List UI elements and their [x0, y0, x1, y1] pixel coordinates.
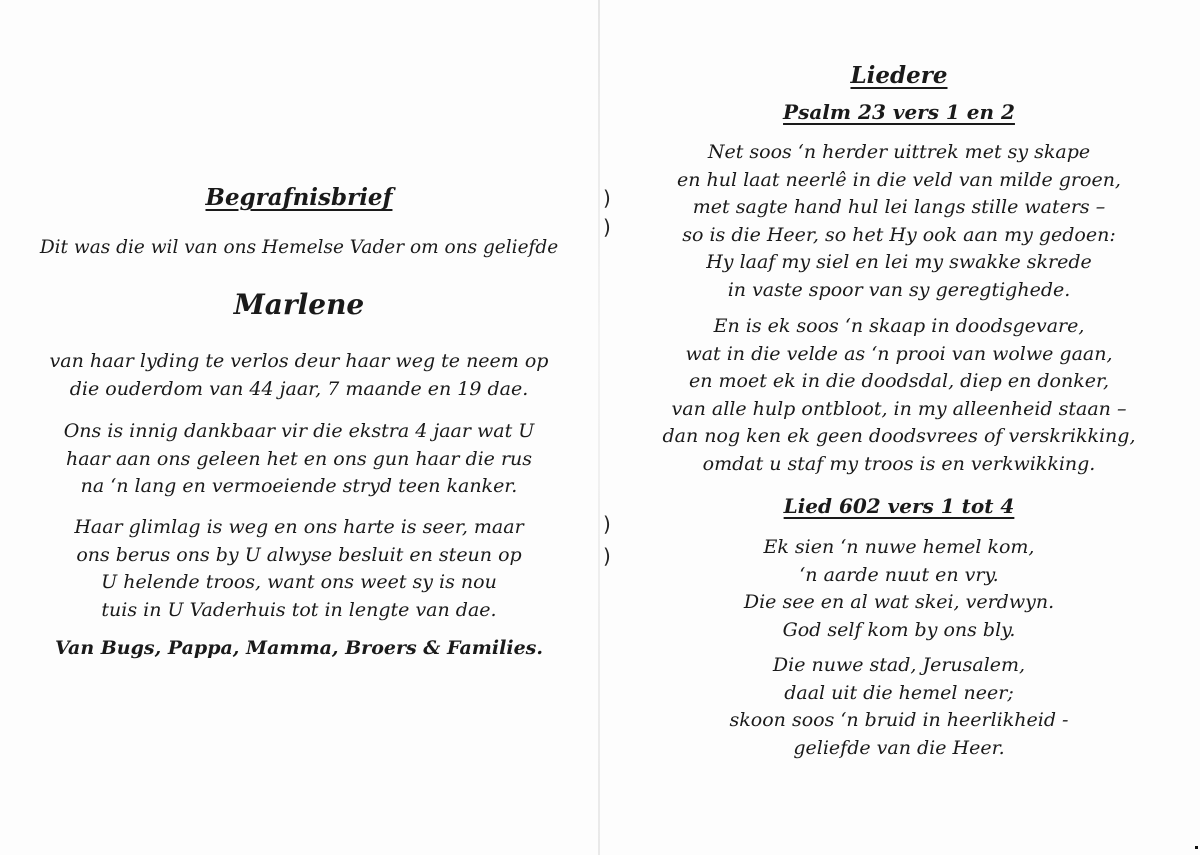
psalm-heading: Psalm 23 vers 1 en 2	[783, 100, 1015, 124]
paragraph	[0, 418, 598, 501]
left-page	[0, 0, 598, 855]
text-line: van haar lyding te verlos deur haar weg te neem op	[49, 350, 549, 372]
verse-line: Hy laaf my siel en lei my swakke skrede	[706, 251, 1092, 273]
verse-line: Die nuwe stad, Jerusalem,	[772, 654, 1026, 676]
hymn-verse	[600, 652, 1198, 762]
paragraph	[0, 514, 598, 624]
verse-line: in vaste spoor van sy geregtighede.	[727, 278, 1071, 301]
right-page	[600, 0, 1198, 855]
binding-mark: )	[603, 215, 611, 239]
psalm-verse	[600, 313, 1198, 478]
binding-mark: )	[603, 512, 611, 536]
text-line: Ons is innig dankbaar vir die ekstra 4 jaar wat U	[63, 420, 535, 442]
verse-line: en moet ek in die doodsdal, diep en donker,	[688, 370, 1109, 392]
deceased-name: Marlene	[233, 288, 365, 321]
text-line: Haar glimlag is weg en ons harte is seer, maar	[74, 516, 524, 538]
intro-text: Dit was die wil van ons Hemelse Vader om ons geliefde	[39, 237, 559, 258]
verse-line: wat in die velde as ‘n prooi van wolwe gaan,	[685, 342, 1113, 365]
hymn-verse	[600, 534, 1198, 644]
text-line: na ‘n lang en vermoeiende stryd teen kanker.	[80, 475, 518, 497]
verse-line: daal uit die hemel neer;	[784, 681, 1014, 704]
binding-mark: )	[603, 186, 611, 210]
verse-line: Ek sien ‘n nuwe hemel kom,	[763, 536, 1035, 558]
verse-line: dan nog ken ek geen doodsvrees of verskrikking,	[662, 425, 1136, 447]
verse-line: Die see en al wat skei, verdwyn.	[743, 591, 1055, 613]
text-line: ons berus ons by U alwyse besluit en steun op	[76, 543, 522, 566]
text-line: U helende troos, want ons weet sy is nou	[101, 571, 497, 593]
signature: Van Bugs, Pappa, Mamma, Broers & Families.	[55, 637, 543, 659]
psalm-verse	[600, 139, 1198, 304]
text-line: tuis in U Vaderhuis tot in lengte van dae.	[101, 598, 497, 621]
verse-line: ‘n aarde nuut en vry.	[799, 563, 999, 586]
verse-line: so is die Heer, so het Hy ook aan my gedoen:	[682, 223, 1116, 246]
text-line: die ouderdom van 44 jaar, 7 maande en 19 dae.	[69, 377, 529, 400]
verse-line: skoon soos ‘n bruid in heerlikheid -	[729, 709, 1069, 731]
verse-line: En is ek soos ‘n skaap in doodsgevare,	[713, 315, 1085, 337]
binding-mark: )	[603, 544, 611, 568]
verse-line: van alle hulp ontbloot, in my alleenheid staan –	[671, 397, 1127, 420]
verse-line: met sagte hand hul lei langs stille waters –	[692, 196, 1106, 218]
verse-line: geliefde van die Heer.	[793, 736, 1005, 759]
verse-line: en hul laat neerlê in die veld van milde groen,	[677, 168, 1121, 191]
hymn-heading: Lied 602 vers 1 tot 4	[783, 494, 1015, 518]
songs-title: Liedere	[850, 62, 948, 89]
page-title: Begrafnisbrief	[205, 184, 393, 211]
verse-line: God self kom by ons bly.	[782, 618, 1016, 641]
verse-line: omdat u staf my troos is en verkwikking.	[702, 452, 1096, 475]
paragraph	[0, 348, 598, 403]
verse-line: Net soos ‘n herder uittrek met sy skape	[707, 141, 1091, 163]
text-line: haar aan ons geleen het en ons gun haar die rus	[65, 447, 533, 470]
